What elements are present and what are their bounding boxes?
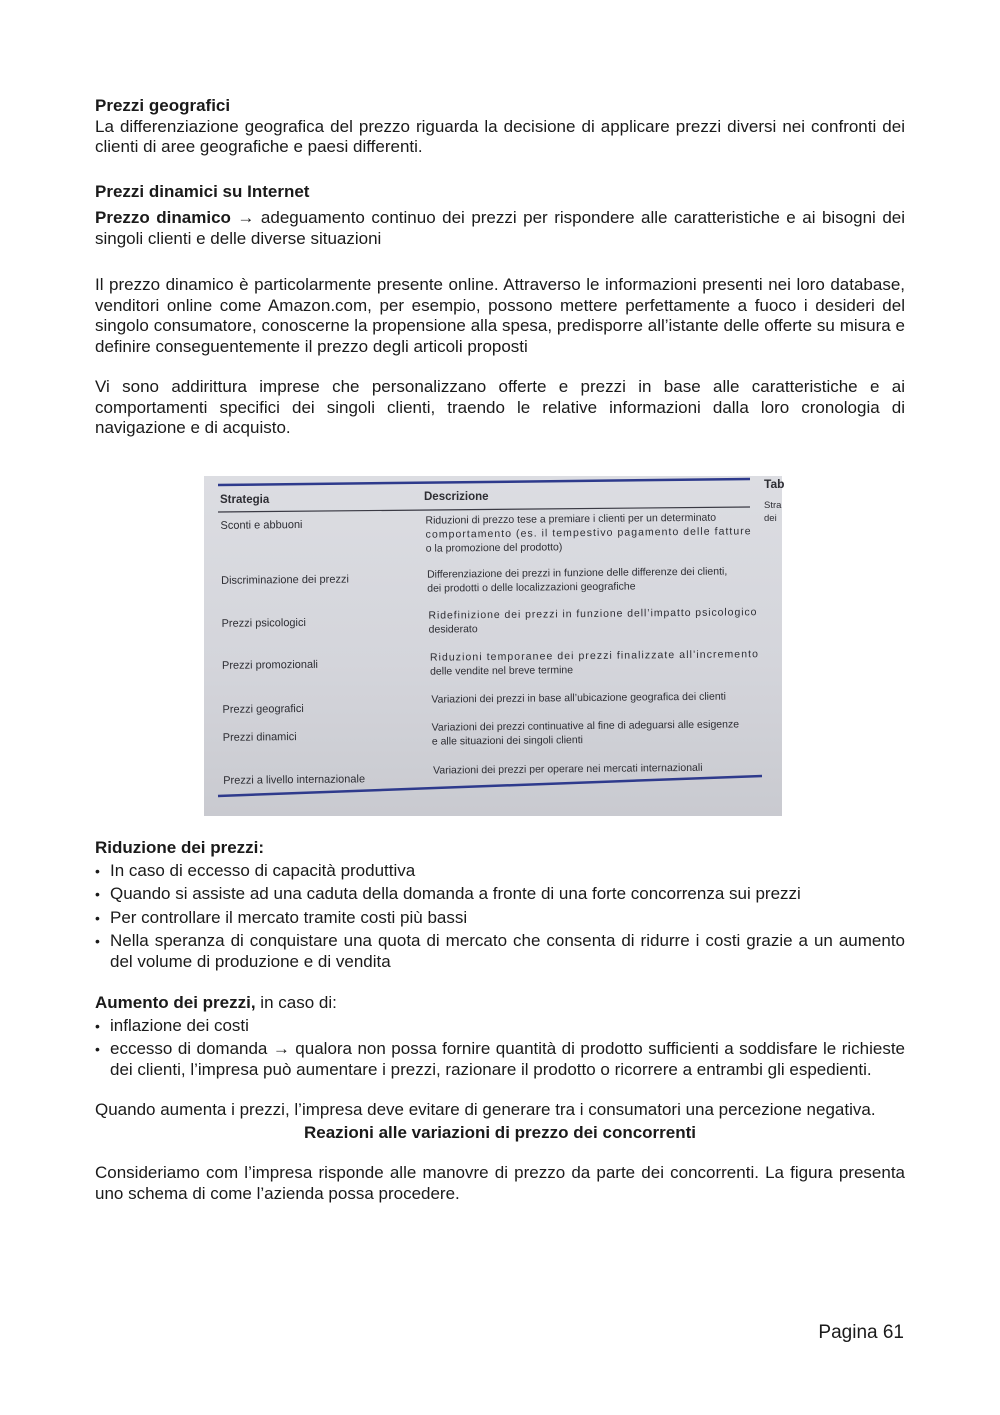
heading-prezzi-geografici: Prezzi geografici [95, 96, 231, 115]
page-body [95, 96, 905, 439]
table-row-strategy: Prezzi a livello internazionale [223, 773, 366, 787]
table-row-desc: e alle situazioni dei singoli clienti [431, 734, 584, 748]
paragraph-dynamic-online: Il prezzo dinamico è particolarmente presente online. Attraverso le informazioni presenti nei loro database, venditori online come Amazon.com, per esempio, possono mettere perfettamente a fuoco i desideri del singolo consumatore, conoscerne la propensione alla spesa, predisporre all’istante delle offerte su misura e definire conseguentemente il prezzo degli articoli proposti [95, 275, 905, 356]
arrow-icon: → [237, 208, 255, 227]
table-row-desc: comportamento (es. il tempestivo pagamento delle fatture [425, 525, 751, 541]
paragraph-aumento-note: Quando aumenta i prezzi, l’impresa deve evitare di generare tra i consumatori una percezione negativa. [95, 1100, 876, 1119]
heading-aumento: Aumento dei prezzi, [95, 993, 256, 1012]
table-header-strategia: Strategia [220, 494, 270, 506]
list-item: • eccesso di domanda → qualora non possa fornire quantità di prodotto sufficienti a soddisfare le richieste dei clienti, l’impresa può aumentare i prezzi, razionare il prodotto o ricorrere a entrambi gli espedienti. [95, 1039, 905, 1080]
page-number: Pagina 61 [818, 1322, 904, 1343]
table-row-desc: Ridefinizione dei prezzi in funzione dell’impatto psicologico [428, 606, 757, 622]
table-row-strategy: Discriminazione dei prezzi [221, 573, 349, 587]
term-prezzo-dinamico: Prezzo dinamico [95, 208, 231, 227]
table-row-desc: Riduzioni temporanee dei prezzi finalizzate all’incremento [429, 648, 758, 664]
definition-prezzo-dinamico [95, 208, 905, 249]
list-item: • Quando si assiste ad una caduta della domanda a fronte di una forte concorrenza sui prezzi [95, 884, 905, 905]
table-row-strategy: Sconti e abbuoni [220, 518, 303, 532]
table-row-desc: Riduzioni di prezzo tese a premiare i clienti per un determinato [425, 511, 717, 527]
list-item: • Per controllare il mercato tramite costi più bassi [95, 908, 905, 929]
list-aumento [95, 1016, 905, 1081]
table-top-rule [218, 479, 750, 485]
page-body-lower [95, 838, 905, 1204]
table-row-strategy: Prezzi psicologici [221, 616, 306, 630]
paragraph-prezzi-geografici: La differenziazione geografica del prezzo riguarda la decisione di applicare prezzi diversi nei confronti dei clienti di aree geografiche e paesi differenti. [95, 116, 905, 156]
heading-aumento-line [95, 993, 905, 1014]
side-label-2: Stra [764, 500, 782, 511]
heading-prezzi-dinamici: Prezzi dinamici su Internet [95, 181, 310, 201]
table-row-strategy: Prezzi dinamici [222, 731, 297, 744]
table-photo [204, 476, 785, 816]
table-photo-svg [204, 476, 785, 816]
table-row-desc: dei prodotti o delle localizzazioni geografiche [427, 580, 636, 595]
heading-riduzione: Riduzione dei prezzi: [95, 838, 265, 857]
table-row-desc: o la promozione del prodotto) [425, 541, 563, 555]
paragraph-reazioni: Consideriamo com l’impresa risponde alle manovre di prezzo da parte dei concorrenti. La figura presenta uno schema di come l’azienda possa procedere. [95, 1163, 905, 1203]
definition-text: adeguamento continuo dei prezzi per rispondere alle caratteristiche e ai bisogni dei singoli clienti e delle diverse situazioni [95, 208, 906, 248]
side-label-1: Tab [764, 477, 785, 491]
list-riduzione [95, 861, 905, 973]
list-item: • In caso di eccesso di capacità produttiva [95, 861, 905, 882]
list-item: • inflazione dei costi [95, 1016, 905, 1037]
table-row-desc: desiderato [428, 623, 478, 636]
table-row-desc: Differenziazione dei prezzi in funzione delle differenze dei clienti, [426, 565, 728, 581]
side-label-3: dei [764, 513, 777, 524]
table-row-strategy: Prezzi geografici [222, 702, 304, 716]
heading-reazioni: Reazioni alle variazioni di prezzo dei concorrenti [303, 1122, 697, 1142]
list-item: • Nella speranza di conquistare una quota di mercato che consenta di ridurre i costi grazie a un aumento del volume di produzione e di vendita [95, 931, 905, 972]
table-row-strategy: Prezzi promozionali [221, 658, 319, 672]
table-row-desc: Variazioni dei prezzi continuative al fine di adeguarsi alle esigenze [431, 718, 740, 734]
table-header-descrizione: Descrizione [424, 491, 489, 503]
table-row-desc: Variazioni dei prezzi per operare nei mercati internazionali [433, 761, 703, 777]
table-row-desc: Variazioni dei prezzi in base all’ubicazione geografica dei clienti [431, 690, 726, 706]
paragraph-personalization: Vi sono addirittura imprese che personalizzano offerte e prezzi in base alle caratteristiche e ai comportamenti specifici dei singoli clienti, traendo le relative informazioni dalla loro cronologia di navigazione e di acquisto. [95, 377, 905, 437]
table-row-desc: delle vendite nel breve termine [429, 664, 574, 678]
heading-aumento-rest: in caso di: [255, 993, 337, 1012]
